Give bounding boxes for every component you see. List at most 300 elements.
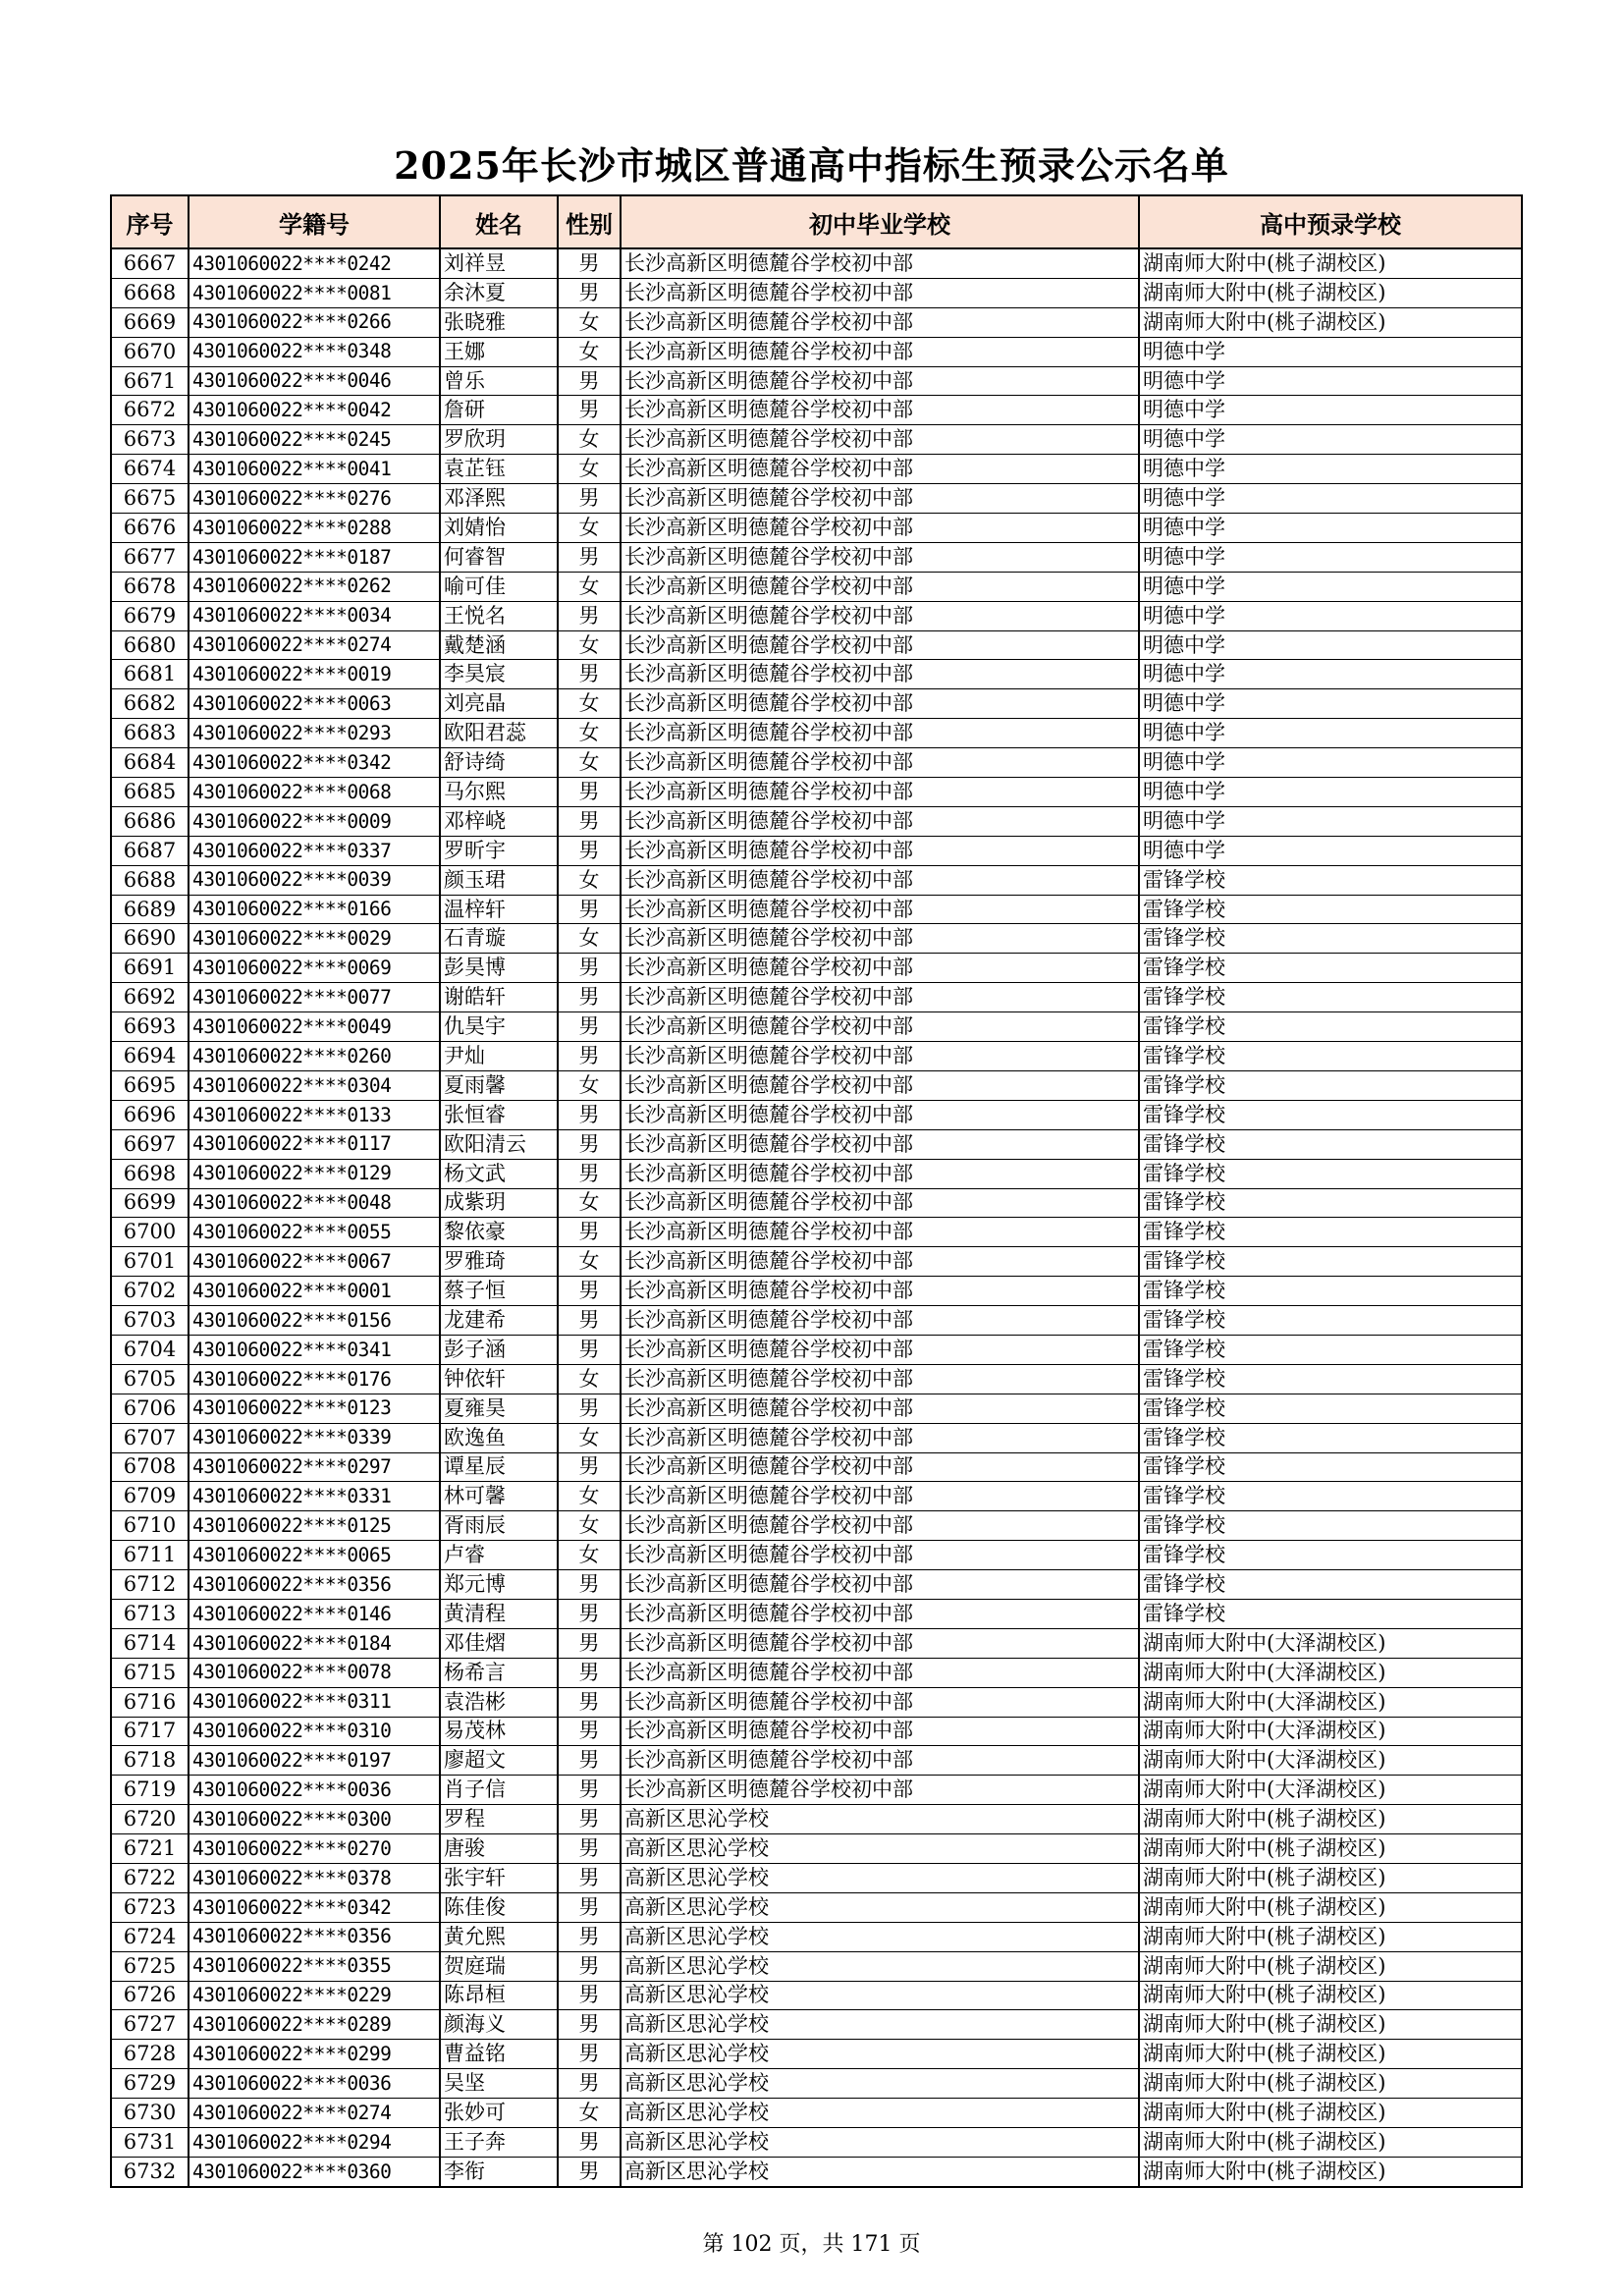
- cell-serial: 6667: [111, 248, 189, 278]
- cell-high-school: 明德中学: [1139, 806, 1522, 836]
- cell-serial: 6707: [111, 1423, 189, 1452]
- cell-high-school: 雷锋学校: [1139, 1100, 1522, 1129]
- cell-gender: 女: [558, 1188, 621, 1218]
- cell-high-school: 湖南师大附中(大泽湖校区): [1139, 1746, 1522, 1776]
- table-row: [111, 1218, 1522, 1247]
- cell-gender: 男: [558, 1129, 621, 1159]
- cell-middle-school: 长沙高新区明德麓谷学校初中部: [621, 895, 1139, 924]
- cell-name: 欧阳君蕊: [440, 719, 558, 748]
- cell-name: 刘亮晶: [440, 689, 558, 719]
- cell-student-id: 4301060022****0133: [189, 1100, 440, 1129]
- cell-high-school: 湖南师大附中(桃子湖校区): [1139, 248, 1522, 278]
- cell-gender: 女: [558, 307, 621, 337]
- cell-name: 黄清程: [440, 1599, 558, 1628]
- cell-gender: 男: [558, 1394, 621, 1423]
- cell-high-school: 明德中学: [1139, 601, 1522, 630]
- cell-high-school: 湖南师大附中(桃子湖校区): [1139, 1834, 1522, 1864]
- cell-student-id: 4301060022****0270: [189, 1834, 440, 1864]
- cell-middle-school: 长沙高新区明德麓谷学校初中部: [621, 689, 1139, 719]
- cell-high-school: 湖南师大附中(桃子湖校区): [1139, 2069, 1522, 2099]
- cell-middle-school: 长沙高新区明德麓谷学校初中部: [621, 1570, 1139, 1600]
- cell-serial: 6731: [111, 2128, 189, 2158]
- cell-student-id: 4301060022****0356: [189, 1922, 440, 1951]
- cell-middle-school: 长沙高新区明德麓谷学校初中部: [621, 542, 1139, 572]
- table-header: [111, 195, 1522, 248]
- cell-gender: 男: [558, 1922, 621, 1951]
- cell-name: 邓佳熠: [440, 1628, 558, 1658]
- cell-serial: 6718: [111, 1746, 189, 1776]
- cell-name: 卢睿: [440, 1541, 558, 1570]
- cell-student-id: 4301060022****0348: [189, 337, 440, 366]
- cell-student-id: 4301060022****0355: [189, 1951, 440, 1981]
- cell-middle-school: 长沙高新区明德麓谷学校初中部: [621, 1746, 1139, 1776]
- cell-middle-school: 长沙高新区明德麓谷学校初中部: [621, 865, 1139, 895]
- cell-gender: 男: [558, 1834, 621, 1864]
- table-row: [111, 1834, 1522, 1864]
- table-row: [111, 2040, 1522, 2069]
- cell-name: 李衔: [440, 2157, 558, 2186]
- cell-middle-school: 长沙高新区明德麓谷学校初中部: [621, 1012, 1139, 1042]
- cell-middle-school: 长沙高新区明德麓谷学校初中部: [621, 1599, 1139, 1628]
- cell-name: 彭昊博: [440, 954, 558, 983]
- cell-student-id: 4301060022****0341: [189, 1335, 440, 1364]
- cell-student-id: 4301060022****0049: [189, 1012, 440, 1042]
- cell-middle-school: 长沙高新区明德麓谷学校初中部: [621, 514, 1139, 543]
- cell-name: 邓梓峣: [440, 806, 558, 836]
- cell-serial: 6727: [111, 2010, 189, 2040]
- cell-name: 陈佳俊: [440, 1892, 558, 1922]
- cell-student-id: 4301060022****0176: [189, 1364, 440, 1394]
- cell-serial: 6710: [111, 1511, 189, 1541]
- cell-middle-school: 高新区思沁学校: [621, 1892, 1139, 1922]
- cell-serial: 6702: [111, 1277, 189, 1306]
- cell-middle-school: 长沙高新区明德麓谷学校初中部: [621, 1717, 1139, 1746]
- cell-student-id: 4301060022****0310: [189, 1717, 440, 1746]
- cell-gender: 女: [558, 1423, 621, 1452]
- cell-serial: 6674: [111, 455, 189, 484]
- cell-high-school: 湖南师大附中(桃子湖校区): [1139, 1981, 1522, 2010]
- cell-serial: 6721: [111, 1834, 189, 1864]
- cell-gender: 女: [558, 1070, 621, 1100]
- cell-gender: 男: [558, 1159, 621, 1188]
- cell-name: 杨文武: [440, 1159, 558, 1188]
- cell-student-id: 4301060022****0288: [189, 514, 440, 543]
- cell-middle-school: 长沙高新区明德麓谷学校初中部: [621, 455, 1139, 484]
- cell-gender: 女: [558, 719, 621, 748]
- table-row: [111, 1394, 1522, 1423]
- cell-student-id: 4301060022****0065: [189, 1541, 440, 1570]
- cell-high-school: 明德中学: [1139, 778, 1522, 807]
- cell-student-id: 4301060022****0042: [189, 396, 440, 425]
- cell-name: 黄允熙: [440, 1922, 558, 1951]
- cell-name: 罗昕宇: [440, 836, 558, 865]
- table-row: [111, 484, 1522, 514]
- cell-student-id: 4301060022****0166: [189, 895, 440, 924]
- cell-high-school: 雷锋学校: [1139, 1159, 1522, 1188]
- cell-serial: 6668: [111, 278, 189, 307]
- cell-gender: 男: [558, 1100, 621, 1129]
- cell-student-id: 4301060022****0123: [189, 1394, 440, 1423]
- table-row: [111, 1776, 1522, 1805]
- cell-gender: 男: [558, 1951, 621, 1981]
- cell-middle-school: 长沙高新区明德麓谷学校初中部: [621, 1687, 1139, 1717]
- cell-high-school: 湖南师大附中(桃子湖校区): [1139, 2157, 1522, 2186]
- cell-student-id: 4301060022****0331: [189, 1482, 440, 1511]
- table-row: [111, 514, 1522, 543]
- cell-high-school: 湖南师大附中(大泽湖校区): [1139, 1628, 1522, 1658]
- table-row: [111, 1746, 1522, 1776]
- cell-middle-school: 长沙高新区明德麓谷学校初中部: [621, 396, 1139, 425]
- header-row: [111, 195, 1522, 248]
- cell-serial: 6719: [111, 1776, 189, 1805]
- cell-serial: 6714: [111, 1628, 189, 1658]
- cell-gender: 男: [558, 1776, 621, 1805]
- table-row: [111, 1482, 1522, 1511]
- cell-gender: 男: [558, 954, 621, 983]
- cell-serial: 6726: [111, 1981, 189, 2010]
- table-row: [111, 836, 1522, 865]
- cell-middle-school: 长沙高新区明德麓谷学校初中部: [621, 337, 1139, 366]
- cell-student-id: 4301060022****0156: [189, 1306, 440, 1336]
- cell-middle-school: 长沙高新区明德麓谷学校初中部: [621, 572, 1139, 601]
- table-row: [111, 719, 1522, 748]
- cell-student-id: 4301060022****0339: [189, 1423, 440, 1452]
- table-row: [111, 924, 1522, 954]
- cell-middle-school: 长沙高新区明德麓谷学校初中部: [621, 1159, 1139, 1188]
- cell-gender: 女: [558, 1364, 621, 1394]
- cell-name: 詹研: [440, 396, 558, 425]
- cell-serial: 6670: [111, 337, 189, 366]
- header-gender: 性别: [558, 195, 621, 248]
- cell-middle-school: 高新区思沁学校: [621, 2069, 1139, 2099]
- cell-gender: 男: [558, 484, 621, 514]
- table-row: [111, 1247, 1522, 1277]
- cell-middle-school: 长沙高新区明德麓谷学校初中部: [621, 307, 1139, 337]
- table-row: [111, 1687, 1522, 1717]
- cell-middle-school: 长沙高新区明德麓谷学校初中部: [621, 1306, 1139, 1336]
- cell-middle-school: 长沙高新区明德麓谷学校初中部: [621, 1658, 1139, 1687]
- cell-gender: 男: [558, 1805, 621, 1834]
- cell-high-school: 湖南师大附中(桃子湖校区): [1139, 2099, 1522, 2128]
- cell-middle-school: 长沙高新区明德麓谷学校初中部: [621, 484, 1139, 514]
- cell-serial: 6704: [111, 1335, 189, 1364]
- table-row: [111, 1129, 1522, 1159]
- cell-name: 戴楚涵: [440, 630, 558, 660]
- table-row: [111, 1188, 1522, 1218]
- cell-serial: 6687: [111, 836, 189, 865]
- table-row: [111, 1599, 1522, 1628]
- cell-middle-school: 长沙高新区明德麓谷学校初中部: [621, 278, 1139, 307]
- cell-high-school: 明德中学: [1139, 514, 1522, 543]
- cell-gender: 男: [558, 1628, 621, 1658]
- cell-name: 王子奔: [440, 2128, 558, 2158]
- cell-gender: 女: [558, 748, 621, 778]
- cell-student-id: 4301060022****0068: [189, 778, 440, 807]
- cell-high-school: 雷锋学校: [1139, 1070, 1522, 1100]
- cell-high-school: 雷锋学校: [1139, 1541, 1522, 1570]
- table-row: [111, 307, 1522, 337]
- cell-serial: 6705: [111, 1364, 189, 1394]
- cell-name: 仇昊宇: [440, 1012, 558, 1042]
- table-row: [111, 1511, 1522, 1541]
- cell-name: 何睿智: [440, 542, 558, 572]
- cell-student-id: 4301060022****0187: [189, 542, 440, 572]
- cell-gender: 女: [558, 2099, 621, 2128]
- cell-high-school: 雷锋学校: [1139, 1247, 1522, 1277]
- cell-student-id: 4301060022****0274: [189, 2099, 440, 2128]
- cell-high-school: 湖南师大附中(桃子湖校区): [1139, 2010, 1522, 2040]
- table-row: [111, 1717, 1522, 1746]
- cell-middle-school: 长沙高新区明德麓谷学校初中部: [621, 778, 1139, 807]
- cell-high-school: 明德中学: [1139, 719, 1522, 748]
- cell-high-school: 雷锋学校: [1139, 983, 1522, 1012]
- cell-student-id: 4301060022****0289: [189, 2010, 440, 2040]
- cell-middle-school: 长沙高新区明德麓谷学校初中部: [621, 1188, 1139, 1218]
- cell-name: 罗雅琦: [440, 1247, 558, 1277]
- cell-student-id: 4301060022****0041: [189, 455, 440, 484]
- cell-student-id: 4301060022****0276: [189, 484, 440, 514]
- cell-name: 舒诗绮: [440, 748, 558, 778]
- cell-name: 胥雨辰: [440, 1511, 558, 1541]
- cell-high-school: 雷锋学校: [1139, 1335, 1522, 1364]
- table-row: [111, 2128, 1522, 2158]
- cell-high-school: 雷锋学校: [1139, 1042, 1522, 1071]
- cell-student-id: 4301060022****0299: [189, 2040, 440, 2069]
- cell-gender: 男: [558, 2010, 621, 2040]
- table-row: [111, 601, 1522, 630]
- cell-student-id: 4301060022****0001: [189, 1277, 440, 1306]
- cell-serial: 6694: [111, 1042, 189, 1071]
- table-row: [111, 630, 1522, 660]
- cell-serial: 6679: [111, 601, 189, 630]
- cell-middle-school: 长沙高新区明德麓谷学校初中部: [621, 248, 1139, 278]
- table-row: [111, 1951, 1522, 1981]
- table-row: [111, 806, 1522, 836]
- cell-high-school: 雷锋学校: [1139, 954, 1522, 983]
- table-row: [111, 425, 1522, 455]
- table-body: [111, 248, 1522, 2187]
- cell-student-id: 4301060022****0304: [189, 1070, 440, 1100]
- cell-name: 杨希言: [440, 1658, 558, 1687]
- cell-middle-school: 长沙高新区明德麓谷学校初中部: [621, 1364, 1139, 1394]
- cell-middle-school: 长沙高新区明德麓谷学校初中部: [621, 954, 1139, 983]
- cell-middle-school: 高新区思沁学校: [621, 1981, 1139, 2010]
- cell-high-school: 明德中学: [1139, 748, 1522, 778]
- cell-middle-school: 长沙高新区明德麓谷学校初中部: [621, 719, 1139, 748]
- cell-middle-school: 高新区思沁学校: [621, 1834, 1139, 1864]
- cell-name: 张宇轩: [440, 1863, 558, 1892]
- cell-high-school: 湖南师大附中(桃子湖校区): [1139, 307, 1522, 337]
- cell-name: 石青璇: [440, 924, 558, 954]
- cell-serial: 6732: [111, 2157, 189, 2186]
- cell-gender: 男: [558, 1012, 621, 1042]
- cell-name: 尹灿: [440, 1042, 558, 1071]
- cell-gender: 女: [558, 1541, 621, 1570]
- cell-gender: 男: [558, 1218, 621, 1247]
- cell-high-school: 雷锋学校: [1139, 1452, 1522, 1482]
- cell-student-id: 4301060022****0069: [189, 954, 440, 983]
- cell-gender: 男: [558, 895, 621, 924]
- cell-name: 彭子涵: [440, 1335, 558, 1364]
- cell-serial: 6680: [111, 630, 189, 660]
- cell-name: 谭星辰: [440, 1452, 558, 1482]
- cell-serial: 6682: [111, 689, 189, 719]
- cell-gender: 男: [558, 396, 621, 425]
- cell-middle-school: 长沙高新区明德麓谷学校初中部: [621, 1218, 1139, 1247]
- cell-gender: 女: [558, 865, 621, 895]
- table-row: [111, 1335, 1522, 1364]
- cell-student-id: 4301060022****0342: [189, 748, 440, 778]
- cell-high-school: 雷锋学校: [1139, 1482, 1522, 1511]
- table-row: [111, 2010, 1522, 2040]
- cell-student-id: 4301060022****0184: [189, 1628, 440, 1658]
- cell-serial: 6729: [111, 2069, 189, 2099]
- cell-middle-school: 高新区思沁学校: [621, 2040, 1139, 2069]
- cell-student-id: 4301060022****0117: [189, 1129, 440, 1159]
- cell-serial: 6713: [111, 1599, 189, 1628]
- cell-name: 罗欣玥: [440, 425, 558, 455]
- cell-gender: 女: [558, 337, 621, 366]
- table-row: [111, 954, 1522, 983]
- cell-middle-school: 高新区思沁学校: [621, 1805, 1139, 1834]
- cell-student-id: 4301060022****0063: [189, 689, 440, 719]
- cell-student-id: 4301060022****0297: [189, 1452, 440, 1482]
- cell-name: 贺庭瑞: [440, 1951, 558, 1981]
- table-row: [111, 455, 1522, 484]
- cell-gender: 女: [558, 1482, 621, 1511]
- table-row: [111, 1805, 1522, 1834]
- cell-high-school: 雷锋学校: [1139, 1277, 1522, 1306]
- cell-middle-school: 长沙高新区明德麓谷学校初中部: [621, 983, 1139, 1012]
- cell-serial: 6715: [111, 1658, 189, 1687]
- cell-gender: 男: [558, 1599, 621, 1628]
- cell-high-school: 湖南师大附中(桃子湖校区): [1139, 1892, 1522, 1922]
- cell-high-school: 雷锋学校: [1139, 1511, 1522, 1541]
- cell-gender: 男: [558, 778, 621, 807]
- cell-gender: 女: [558, 514, 621, 543]
- table-row: [111, 1159, 1522, 1188]
- cell-name: 袁芷钰: [440, 455, 558, 484]
- cell-serial: 6698: [111, 1159, 189, 1188]
- table-row: [111, 1423, 1522, 1452]
- cell-middle-school: 长沙高新区明德麓谷学校初中部: [621, 1277, 1139, 1306]
- cell-high-school: 湖南师大附中(桃子湖校区): [1139, 1863, 1522, 1892]
- cell-middle-school: 长沙高新区明德麓谷学校初中部: [621, 601, 1139, 630]
- cell-gender: 男: [558, 1687, 621, 1717]
- table-row: [111, 1981, 1522, 2010]
- cell-high-school: 雷锋学校: [1139, 924, 1522, 954]
- table-row: [111, 1628, 1522, 1658]
- cell-gender: 女: [558, 1511, 621, 1541]
- cell-high-school: 湖南师大附中(大泽湖校区): [1139, 1717, 1522, 1746]
- cell-name: 刘祥昱: [440, 248, 558, 278]
- cell-student-id: 4301060022****0229: [189, 1981, 440, 2010]
- page-footer: 第 102 页，共 171 页: [702, 2232, 921, 2257]
- table-row: [111, 2069, 1522, 2099]
- cell-gender: 男: [558, 1042, 621, 1071]
- table-row: [111, 572, 1522, 601]
- cell-middle-school: 长沙高新区明德麓谷学校初中部: [621, 806, 1139, 836]
- cell-serial: 6673: [111, 425, 189, 455]
- cell-name: 谢皓轩: [440, 983, 558, 1012]
- cell-middle-school: 长沙高新区明德麓谷学校初中部: [621, 1394, 1139, 1423]
- cell-middle-school: 长沙高新区明德麓谷学校初中部: [621, 630, 1139, 660]
- cell-student-id: 4301060022****0266: [189, 307, 440, 337]
- cell-name: 林可馨: [440, 1482, 558, 1511]
- cell-middle-school: 长沙高新区明德麓谷学校初中部: [621, 1511, 1139, 1541]
- cell-serial: 6697: [111, 1129, 189, 1159]
- cell-student-id: 4301060022****0356: [189, 1570, 440, 1600]
- cell-middle-school: 长沙高新区明德麓谷学校初中部: [621, 748, 1139, 778]
- cell-name: 夏雨馨: [440, 1070, 558, 1100]
- table-row: [111, 542, 1522, 572]
- cell-middle-school: 长沙高新区明德麓谷学校初中部: [621, 660, 1139, 689]
- cell-serial: 6678: [111, 572, 189, 601]
- cell-serial: 6676: [111, 514, 189, 543]
- cell-name: 余沐夏: [440, 278, 558, 307]
- cell-serial: 6675: [111, 484, 189, 514]
- cell-high-school: 雷锋学校: [1139, 1218, 1522, 1247]
- header-high-school: 高中预录学校: [1139, 195, 1522, 248]
- cell-name: 袁浩彬: [440, 1687, 558, 1717]
- cell-gender: 男: [558, 2128, 621, 2158]
- cell-gender: 男: [558, 1658, 621, 1687]
- cell-student-id: 4301060022****0078: [189, 1658, 440, 1687]
- cell-gender: 男: [558, 1570, 621, 1600]
- cell-name: 钟依轩: [440, 1364, 558, 1394]
- header-serial: 序号: [111, 195, 189, 248]
- cell-high-school: 湖南师大附中(桃子湖校区): [1139, 1951, 1522, 1981]
- cell-middle-school: 高新区思沁学校: [621, 1922, 1139, 1951]
- cell-name: 温梓轩: [440, 895, 558, 924]
- cell-high-school: 明德中学: [1139, 484, 1522, 514]
- cell-serial: 6720: [111, 1805, 189, 1834]
- header-student-id: 学籍号: [189, 195, 440, 248]
- cell-middle-school: 长沙高新区明德麓谷学校初中部: [621, 1247, 1139, 1277]
- cell-student-id: 4301060022****0294: [189, 2128, 440, 2158]
- table-row: [111, 2157, 1522, 2186]
- cell-serial: 6717: [111, 1717, 189, 1746]
- cell-gender: 男: [558, 983, 621, 1012]
- cell-middle-school: 长沙高新区明德麓谷学校初中部: [621, 924, 1139, 954]
- cell-high-school: 湖南师大附中(桃子湖校区): [1139, 278, 1522, 307]
- cell-student-id: 4301060022****0242: [189, 248, 440, 278]
- cell-name: 邓泽熙: [440, 484, 558, 514]
- table-row: [111, 1922, 1522, 1951]
- table-row: [111, 1863, 1522, 1892]
- table-row: [111, 2099, 1522, 2128]
- cell-name: 张晓雅: [440, 307, 558, 337]
- cell-middle-school: 长沙高新区明德麓谷学校初中部: [621, 1335, 1139, 1364]
- cell-gender: 男: [558, 248, 621, 278]
- table-row: [111, 248, 1522, 278]
- cell-serial: 6671: [111, 366, 189, 396]
- cell-serial: 6722: [111, 1863, 189, 1892]
- cell-student-id: 4301060022****0055: [189, 1218, 440, 1247]
- cell-middle-school: 长沙高新区明德麓谷学校初中部: [621, 1482, 1139, 1511]
- cell-student-id: 4301060022****0129: [189, 1159, 440, 1188]
- cell-middle-school: 长沙高新区明德麓谷学校初中部: [621, 1776, 1139, 1805]
- cell-middle-school: 高新区思沁学校: [621, 2099, 1139, 2128]
- cell-student-id: 4301060022****0036: [189, 1776, 440, 1805]
- cell-student-id: 4301060022****0146: [189, 1599, 440, 1628]
- cell-name: 王娜: [440, 337, 558, 366]
- cell-name: 吴坚: [440, 2069, 558, 2099]
- table-row: [111, 1100, 1522, 1129]
- table-row: [111, 689, 1522, 719]
- cell-name: 郑元博: [440, 1570, 558, 1600]
- cell-gender: 男: [558, 2157, 621, 2186]
